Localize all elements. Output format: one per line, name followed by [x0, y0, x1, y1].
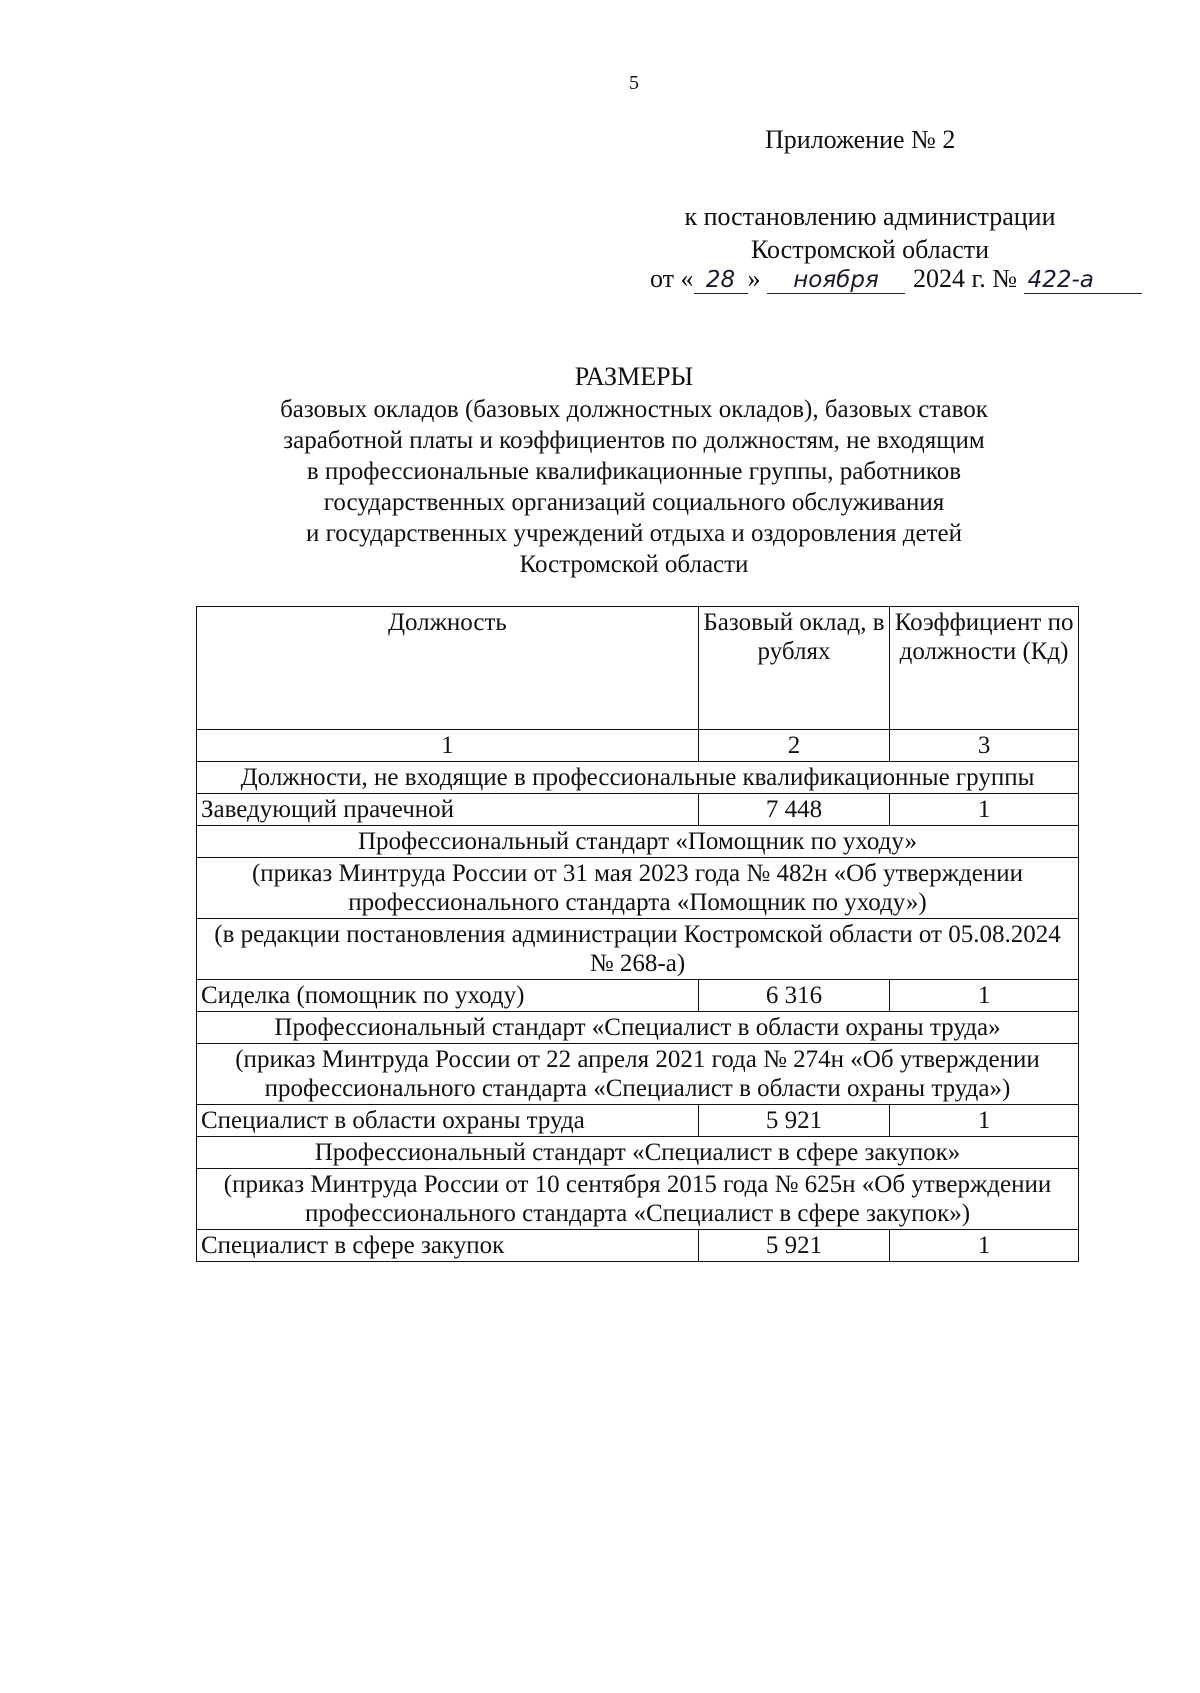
- decree-date-line: [650, 264, 1142, 294]
- header-coefficient: Коэффициент по должности (Кд): [890, 607, 1079, 730]
- salary-cell: 7 448: [698, 794, 889, 826]
- table-section-row: [197, 826, 1079, 858]
- coefficient-cell: 1: [890, 1105, 1079, 1137]
- handwritten-month: ноября: [767, 267, 905, 294]
- subtitle-line: в профессиональные квалификационные группы, работников: [306, 458, 962, 485]
- subtitle-line: и государственных учреждений отдыха и оздоровления детей: [306, 520, 962, 547]
- header-base-salary: Базовый оклад, в рублях: [698, 607, 889, 730]
- section-title: (приказ Минтруда России от 31 мая 2023 года № 482н «Об утверждении профессионального стандарта «Помощник по уходу»): [197, 858, 1079, 919]
- decree-line-1: к постановлению администрации: [684, 202, 1056, 231]
- decree-line-2: Костромской области: [750, 235, 990, 264]
- subtitle-line: Костромской области: [519, 551, 749, 578]
- date-prefix: от «: [650, 264, 694, 293]
- table-header-row: [197, 607, 1079, 730]
- table-row: [197, 1105, 1079, 1137]
- section-title: (в редакции постановления администрации Костромской области от 05.08.2024 № 268-а): [197, 919, 1079, 980]
- column-number-row: [197, 730, 1079, 762]
- document-title: РАЗМЕРЫ: [574, 362, 694, 391]
- table-body: [197, 762, 1079, 1262]
- date-mid: »: [747, 264, 761, 293]
- column-number: 3: [890, 730, 1079, 762]
- handwritten-decree-number: 422-а: [1024, 267, 1142, 294]
- table-section-row: [197, 919, 1079, 980]
- table-section-row: [197, 1012, 1079, 1044]
- date-year: 2024 г. №: [913, 264, 1018, 293]
- page-number: 5: [629, 72, 639, 94]
- section-title: Профессиональный стандарт «Специалист в сфере закупок»: [197, 1137, 1079, 1169]
- section-title: (приказ Минтруда России от 22 апреля 2021 года № 274н «Об утверждении профессионального стандарта «Специалист в области охраны труда»): [197, 1044, 1079, 1105]
- handwritten-day: 28: [694, 267, 748, 294]
- appendix-title: Приложение № 2: [765, 125, 956, 154]
- coefficient-cell: 1: [890, 1230, 1079, 1262]
- subtitle-line: базовых окладов (базовых должностных окладов), базовых ставок: [280, 396, 988, 423]
- position-cell: Специалист в области охраны труда: [197, 1105, 699, 1137]
- salary-cell: 5 921: [698, 1105, 889, 1137]
- section-title: (приказ Минтруда России от 10 сентября 2015 года № 625н «Об утверждении профессионального стандарта «Специалист в сфере закупок»): [197, 1169, 1079, 1230]
- coefficient-cell: 1: [890, 794, 1079, 826]
- position-cell: Специалист в сфере закупок: [197, 1230, 699, 1262]
- subtitle-line: государственных организаций социального обслуживания: [323, 489, 945, 516]
- table-section-row: [197, 858, 1079, 919]
- table-section-row: [197, 1044, 1079, 1105]
- position-cell: Сиделка (помощник по уходу): [197, 980, 699, 1012]
- column-number: 1: [197, 730, 699, 762]
- table-section-row: [197, 762, 1079, 794]
- table-row: [197, 794, 1079, 826]
- position-cell: Заведующий прачечной: [197, 794, 699, 826]
- header-position: Должность: [197, 607, 699, 730]
- section-title: Профессиональный стандарт «Помощник по уходу»: [197, 826, 1079, 858]
- table-section-row: [197, 1169, 1079, 1230]
- document-subtitle: [200, 394, 1068, 580]
- salary-cell: 6 316: [698, 980, 889, 1012]
- table-section-row: [197, 1137, 1079, 1169]
- salary-table: [196, 606, 1079, 1262]
- section-title: Профессиональный стандарт «Специалист в области охраны труда»: [197, 1012, 1079, 1044]
- salary-cell: 5 921: [698, 1230, 889, 1262]
- decree-reference: [620, 200, 1120, 266]
- column-number: 2: [698, 730, 889, 762]
- section-title: Должности, не входящие в профессиональные квалификационные группы: [197, 762, 1079, 794]
- table-row: [197, 980, 1079, 1012]
- subtitle-line: заработной платы и коэффициентов по должностям, не входящим: [283, 427, 985, 454]
- coefficient-cell: 1: [890, 980, 1079, 1012]
- table-row: [197, 1230, 1079, 1262]
